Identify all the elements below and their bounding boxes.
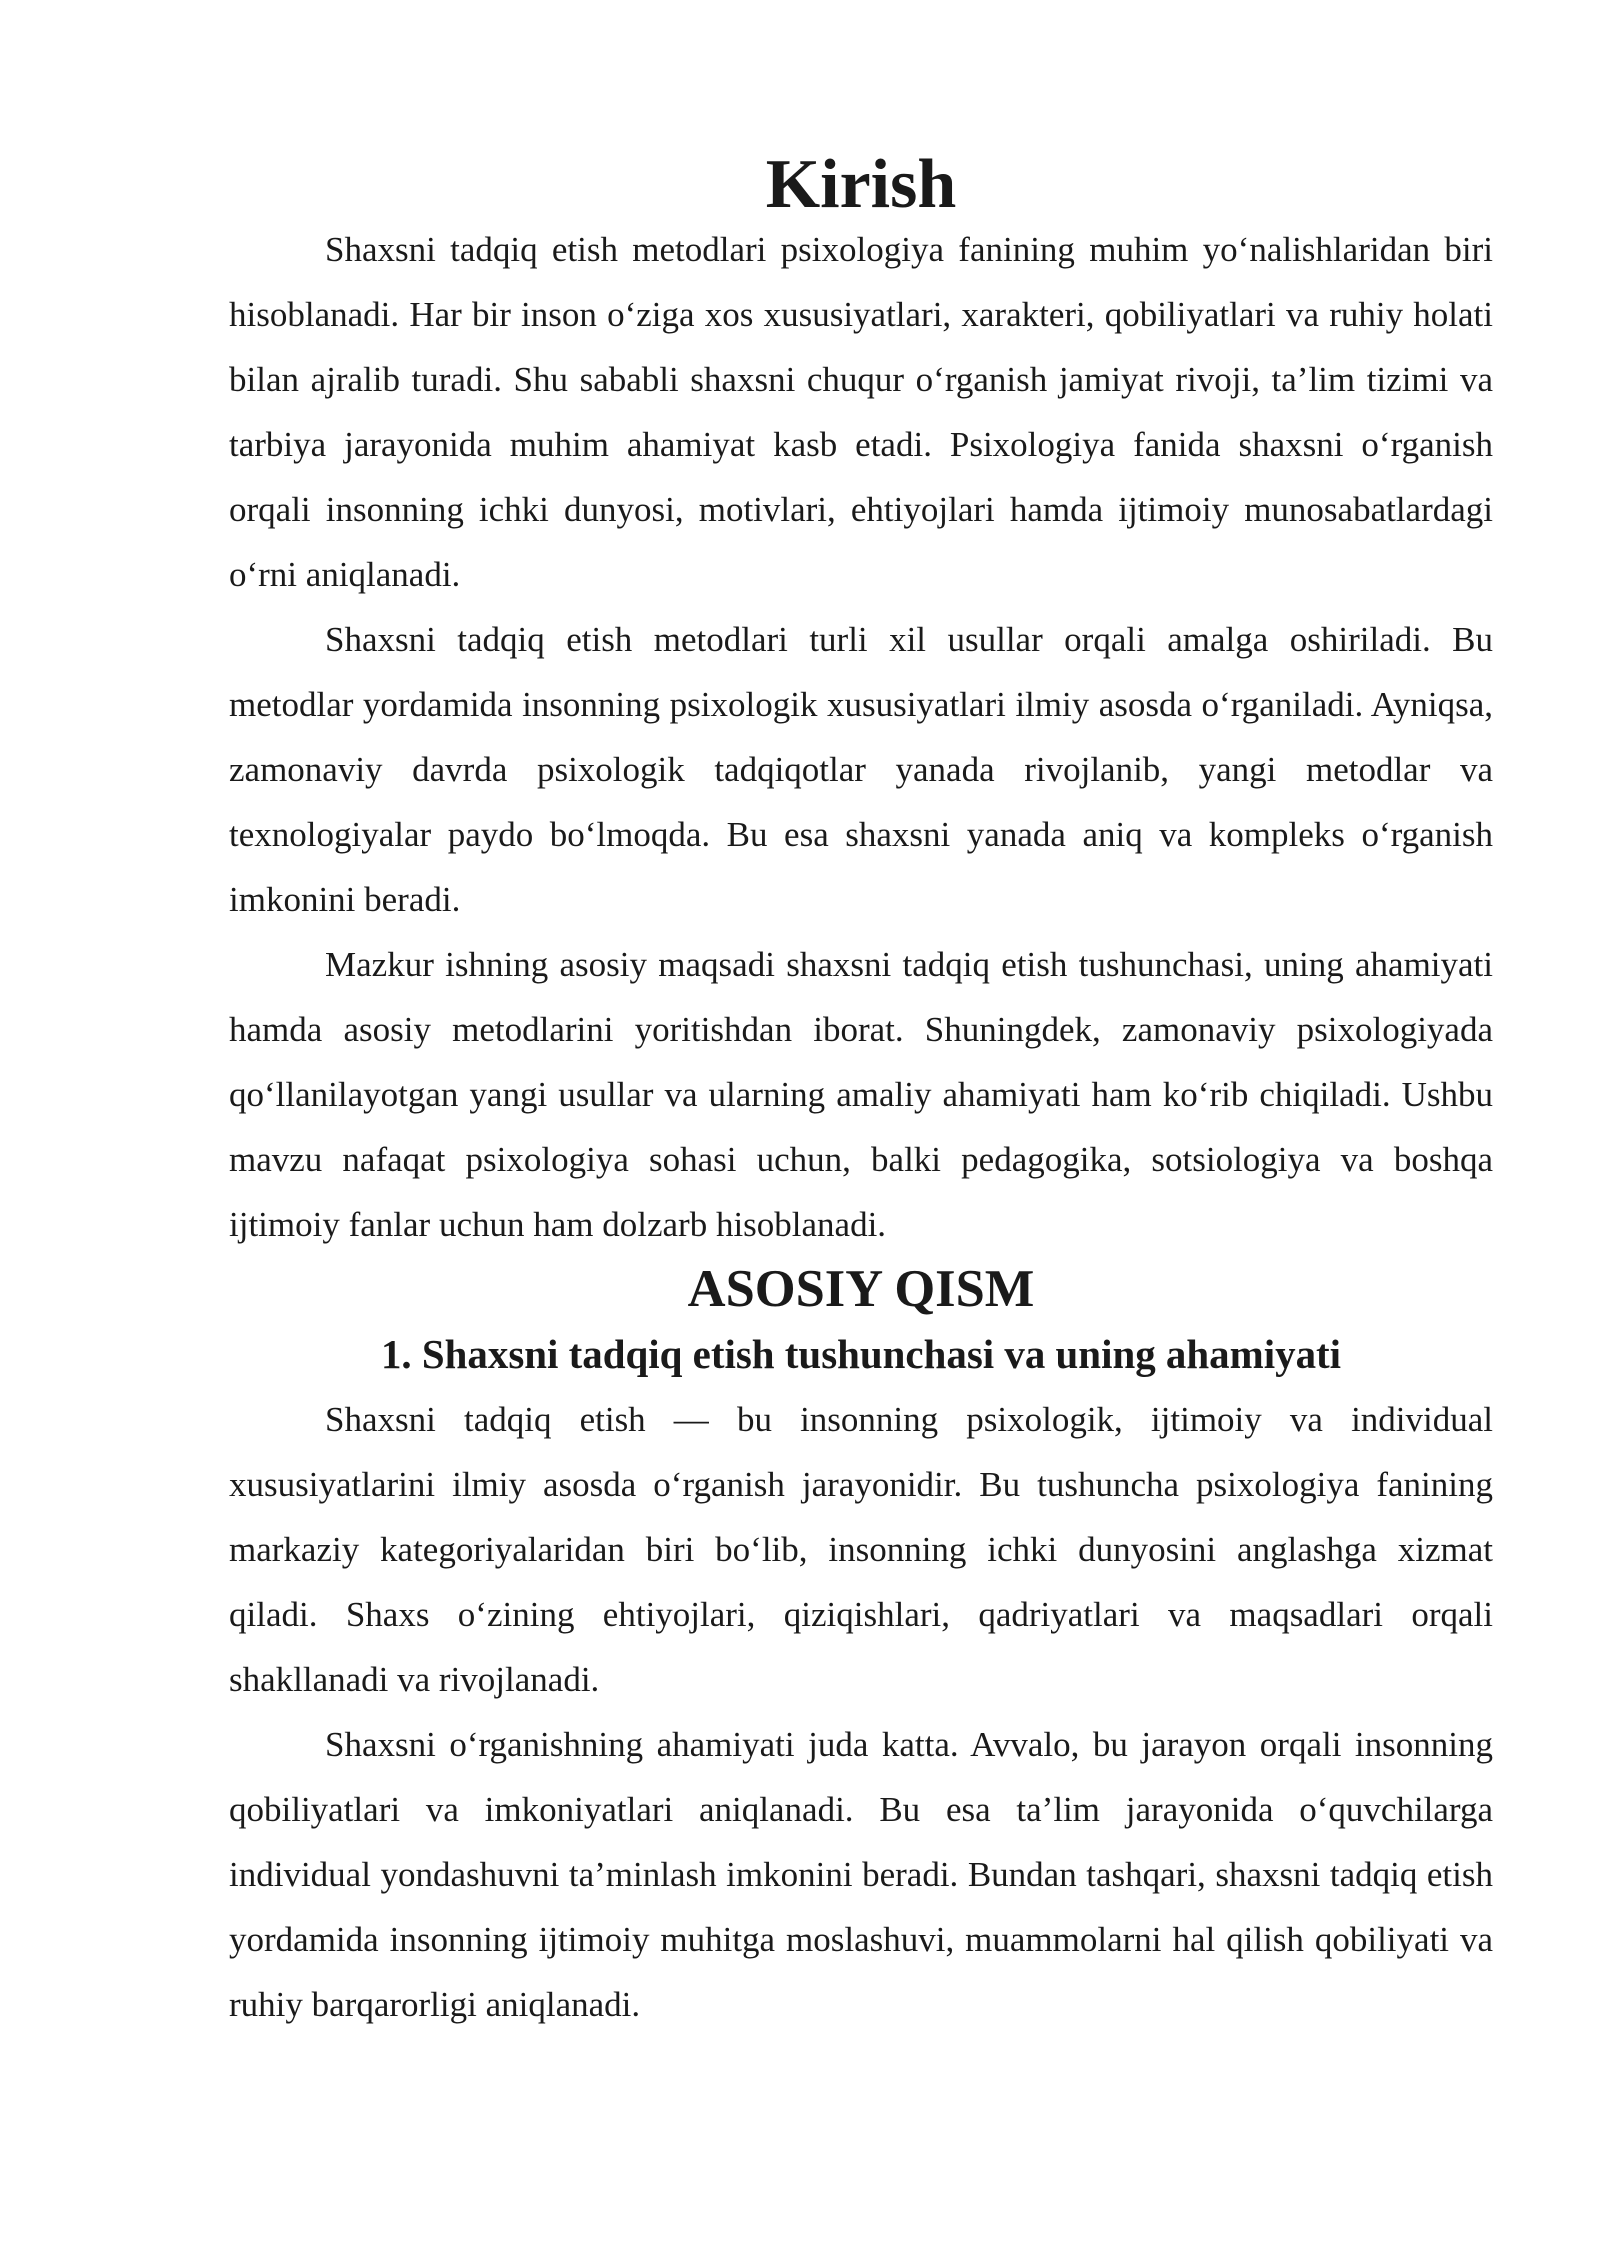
main-section-heading: ASOSIY QISM	[687, 1260, 1035, 1318]
section-1-paragraph-2: Shaxsni o‘rganishning ahamiyati juda katta. Avvalo, bu jarayon orqali insonning qobiliyatlari va imkoniyatlari aniqlanadi. Bu esa ta’lim jarayonida o‘quvchilarga individual yondashuvni ta’minlash imkonini beradi. Bundan tashqari, shaxsni tadqiq etish yordamida insonning ijtimoiy muhitga moslashuvi, muammolarni hal qilish qobiliyati va ruhiy barqarorligi aniqlanadi.	[229, 1725, 1493, 2024]
intro-paragraph-3: Mazkur ishning asosiy maqsadi shaxsni tadqiq etish tushunchasi, uning ahamiyati hamda asosiy metodlarini yoritishdan iborat. Shuningdek, zamonaviy psixologiyada qo‘llanilayotgan yangi usullar va ularning amaliy ahamiyati ham ko‘rib chiqiladi. Ushbu mavzu nafaqat psixologiya sohasi uchun, balki pedagogika, sotsiologiya va boshqa ijtimoiy fanlar uchun ham dolzarb hisoblanadi.	[229, 945, 1493, 1244]
intro-heading: Kirish	[765, 146, 957, 223]
intro-paragraph-1: Shaxsni tadqiq etish metodlari psixologiya fanining muhim yo‘nalishlaridan biri hisoblanadi. Har bir inson o‘ziga xos xususiyatlari, xarakteri, qobiliyatlari va ruhiy holati bilan ajralib turadi. Shu sababli shaxsni chuqur o‘rganish jamiyat rivoji, ta’lim tizimi va tarbiya jarayonida muhim ahamiyat kasb etadi. Psixologiya fanida shaxsni o‘rganish orqali insonning ichki dunyosi, motivlari, ehtiyojlari hamda ijtimoiy munosabatlardagi o‘rni aniqlanadi.	[229, 230, 1493, 594]
section-1-paragraph-1: Shaxsni tadqiq etish — bu insonning psixologik, ijtimoiy va individual xususiyatlarini ilmiy asosda o‘rganish jarayonidir. Bu tushuncha psixologiya fanining markaziy kategoriyalaridan biri bo‘lib, insonning ichki dunyosini anglashga xizmat qiladi. Shaxs o‘zining ehtiyojlari, qiziqishlari, qadriyatlari va maqsadlari orqali shakllanadi va rivojlanadi.	[229, 1400, 1493, 1699]
document-page	[229, 146, 1493, 2037]
section-1-heading: 1. Shaxsni tadqiq etish tushunchasi va uning ahamiyati	[380, 1332, 1342, 1377]
intro-paragraph-2: Shaxsni tadqiq etish metodlari turli xil usullar orqali amalga oshiriladi. Bu metodlar yordamida insonning psixologik xususiyatlari ilmiy asosda o‘rganiladi. Ayniqsa, zamonaviy davrda psixologik tadqiqotlar yanada rivojlanib, yangi metodlar va texnologiyalar paydo bo‘lmoqda. Bu esa shaxsni yanada aniq va kompleks o‘rganish imkonini beradi.	[229, 620, 1493, 919]
